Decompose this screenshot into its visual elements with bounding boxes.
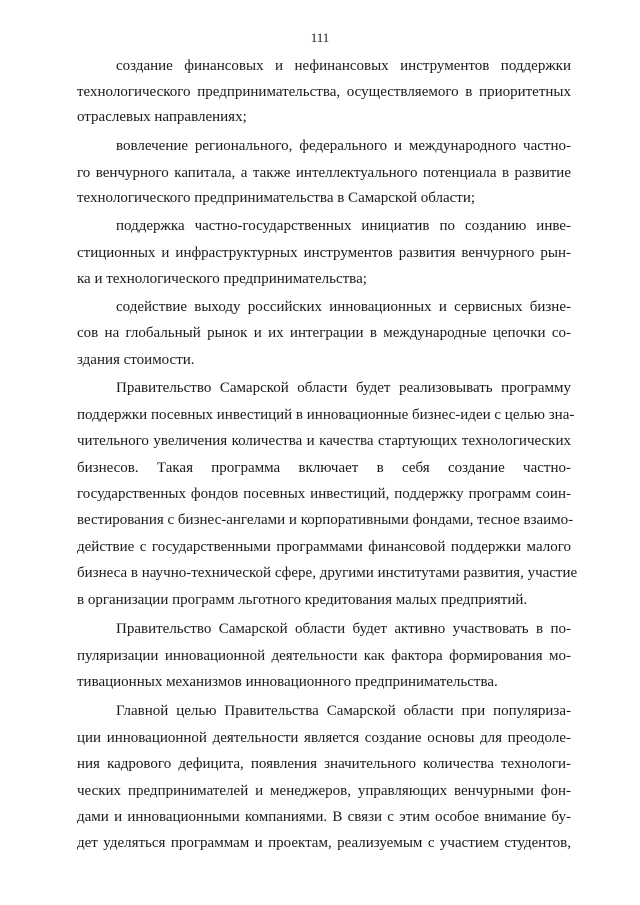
text-line: Правительство Самарской области будет активно участвовать в по-	[116, 621, 571, 637]
text-line: го венчурного капитала, а также интеллектуального потенциала в развитие	[77, 165, 571, 181]
text-line: тивационных механизмов инновационного предпринимательства.	[77, 674, 498, 690]
text-line: отраслевых направлениях;	[77, 109, 247, 125]
text-line: поддержка частно-государственных инициатив по созданию инве-	[116, 218, 571, 234]
text-line: стиционных и инфраструктурных инструментов развития венчурного рын-	[77, 245, 571, 261]
text-line: Правительство Самарской области будет реализовывать программу	[116, 380, 571, 396]
text-line: Главной целью Правительства Самарской области при популяриза-	[116, 703, 571, 719]
text-line: дами и инновационными компаниями. В связи с этим особое внимание бу-	[77, 809, 571, 825]
text-line: вовлечение регионального, федерального и международного частно-	[116, 138, 571, 154]
text-line: создание финансовых и нефинансовых инструментов поддержки	[116, 58, 571, 74]
text-line: технологического предпринимательства в Самарской области;	[77, 190, 476, 206]
text-line: ния кадрового дефицита, появления значительного количества технологи-	[77, 756, 571, 772]
text-line: дет уделяться программам и проектам, реализуемым с участием студентов,	[77, 835, 571, 851]
text-line: действие с государственными программами финансовой поддержки малого	[77, 539, 571, 555]
text-line: ции инновационной деятельности является создание основы для преодоле-	[77, 730, 571, 746]
text-line: государственных фондов посевных инвестиций, поддержку программ соин-	[77, 486, 571, 502]
text-line: поддержки посевных инвестиций в инновационные бизнес-идеи с целью зна-	[77, 407, 575, 423]
page-number: 111	[310, 30, 330, 45]
text-line: бизнесов. Такая программа включает в себя создание частно-	[77, 460, 571, 476]
text-line: в организации программ льготного кредитования малых предприятий.	[77, 592, 528, 608]
text-line: ка и технологического предпринимательства;	[77, 271, 367, 287]
text-line: здания стоимости.	[77, 352, 195, 368]
text-line: вестирования с бизнес-ангелами и корпоративными фондами, тесное взаимо-	[77, 512, 574, 528]
text-line: сов на глобальный рынок и их интеграции в международные цепочки со-	[77, 325, 571, 341]
text-line: содействие выходу российских инновационных и сервисных бизне-	[116, 299, 571, 315]
text-line: пуляризации инновационной деятельности как фактора формирования мо-	[77, 648, 571, 664]
text-line: технологического предпринимательства, осуществляемого в приоритетных	[77, 84, 571, 100]
text-line: бизнеса в научно-технической сфере, другими институтами развития, участие	[77, 565, 578, 581]
text-line: чительного увеличения количества и качества стартующих технологических	[77, 433, 571, 449]
text-line: ческих предпринимателей и менеджеров, управляющих венчурными фон-	[77, 783, 571, 799]
